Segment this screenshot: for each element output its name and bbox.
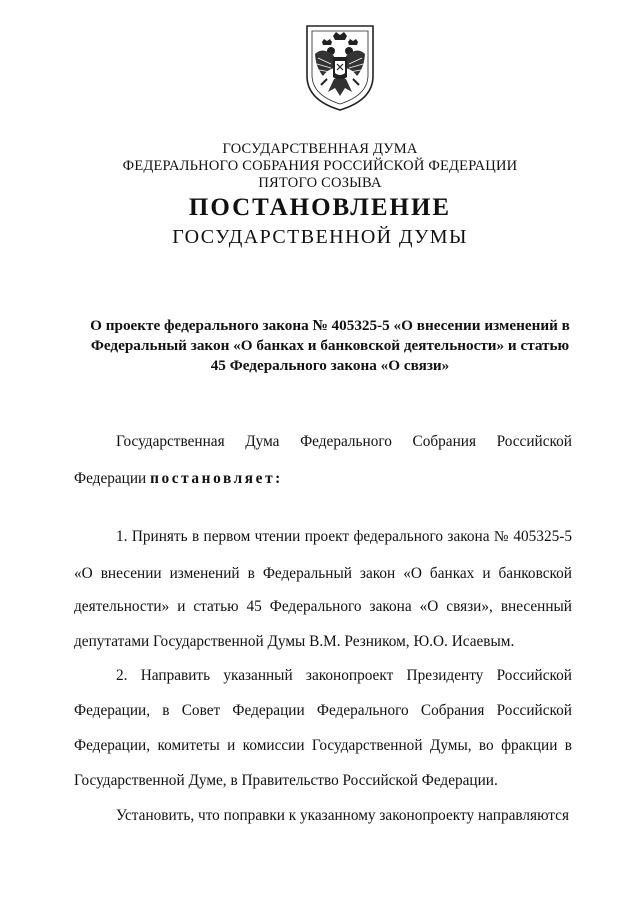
preamble-line-2	[74, 469, 572, 489]
paragraph-1-line-4: депутатами Государственной Думы В.М. Резником, Ю.О. Исаевым.	[74, 633, 515, 650]
preamble-prefix: Федерации	[74, 470, 151, 487]
subject-line-2: Федеральный закон «О банках и банковской деятельности» и статью	[90, 337, 570, 354]
paragraph-2-line-3: Федерации, комитеты и комиссии Государственной Думы, во фракции в	[74, 737, 572, 754]
header-line-3: ПЯТОГО СОЗЫВА	[258, 175, 382, 191]
subject-line-1: О проекте федерального закона № 405325-5 «О внесении изменений в	[90, 317, 570, 334]
document-subject	[78, 316, 582, 376]
header-line-1: ГОСУДАРСТВЕННАЯ ДУМА	[222, 141, 418, 157]
preamble-line-1: Государственная Дума Федерального Собрания Российской	[116, 433, 572, 450]
coat-of-arms-emblem	[303, 24, 377, 112]
paragraph-1-line-2: «О внесении изменений в Федеральный закон «О банках и банковской	[74, 565, 572, 582]
subject-line-3: 45 Федерального закона «О связи»	[210, 357, 450, 374]
paragraph-2-line-1: 2. Направить указанный законопроект Президенту Российской	[116, 667, 572, 684]
paragraph-2-line-4: Государственной Думе, в Правительство Российской Федерации.	[74, 772, 498, 789]
document-subtitle: ГОСУДАРСТВЕННОЙ ДУМЫ	[172, 226, 468, 248]
header-line-2: ФЕДЕРАЛЬНОГО СОБРАНИЯ РОССИЙСКОЙ ФЕДЕРАЦИИ	[122, 158, 518, 174]
paragraph-3-line-1: Установить, что поправки к указанному законопроекту направляются	[116, 807, 570, 824]
paragraph-2-line-2: Федерации, в Совет Федерации Федерального Собрания Российской	[74, 702, 572, 719]
paragraph-1-line-1: 1. Принять в первом чтении проект федерального закона № 405325-5	[116, 528, 572, 545]
paragraph-1-line-3: деятельности» и статью 45 Федерального закона «О связи», внесенный	[74, 598, 572, 615]
document-title: ПОСТАНОВЛЕНИЕ	[188, 194, 452, 221]
resolves-keyword: постановляет:	[150, 470, 283, 487]
